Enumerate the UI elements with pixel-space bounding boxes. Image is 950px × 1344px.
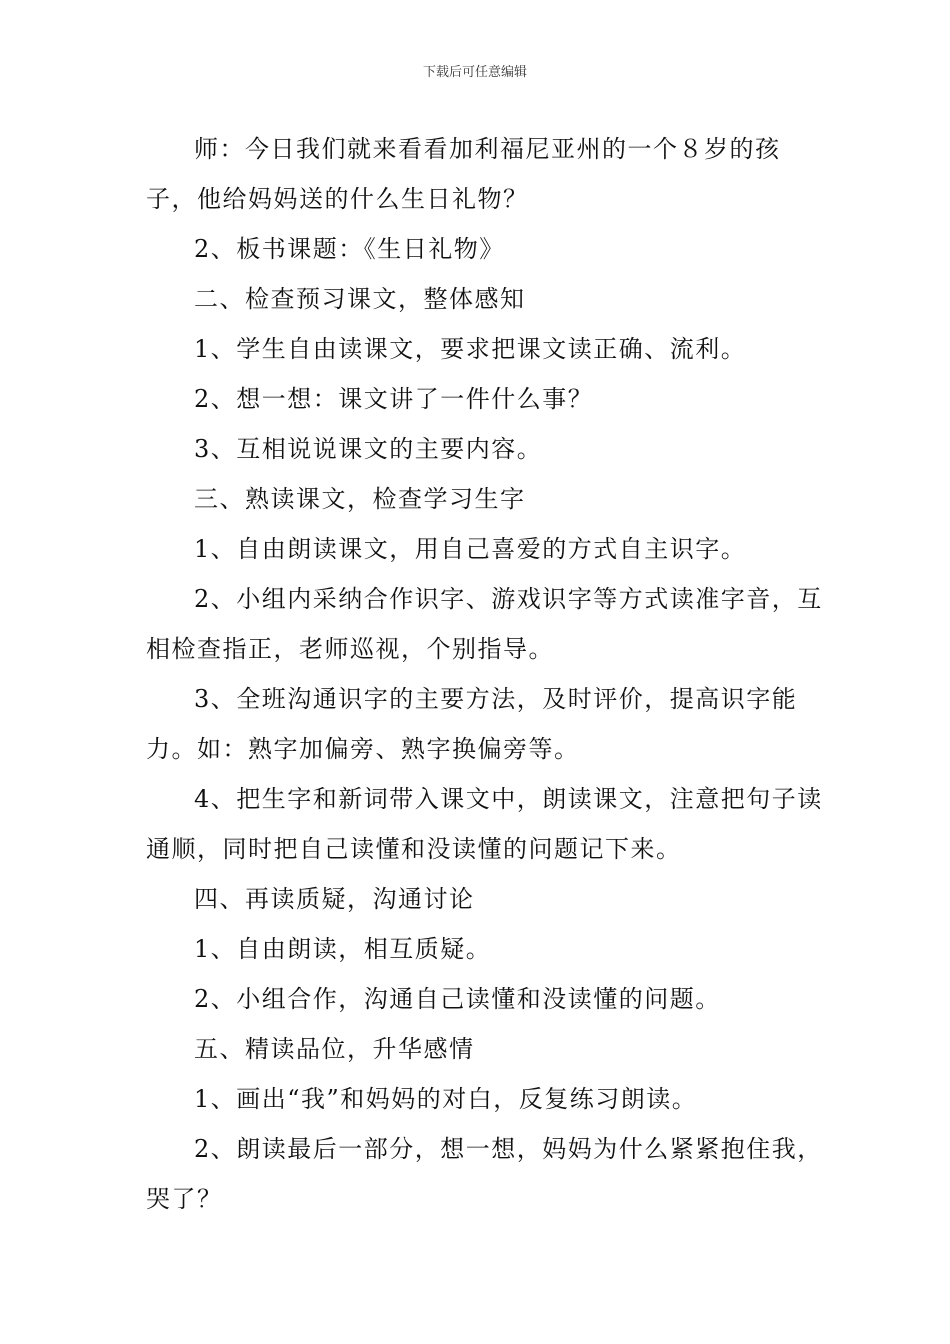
paragraph-item: 1、画出“我”和妈妈的对白，反复练习朗读。 (194, 1085, 698, 1113)
document-body (146, 124, 826, 1224)
section-heading-2: 二、检查预习课文，整体感知 (194, 285, 526, 313)
page-header-note: 下载后可任意编辑 (422, 65, 527, 80)
paragraph-item: 4、把生字和新词带入课文中，朗读课文，注意把句子读通顺，同时把自己读懂和没读懂的问题记下来。 (146, 785, 823, 863)
section-heading-5: 五、精读品位，升华感情 (194, 1035, 475, 1063)
paragraph-item: 1、自由朗读，相互质疑。 (194, 935, 492, 963)
paragraph-intro-question: 师：今日我们就来看看加利福尼亚州的一个８岁的孩子，他给妈妈送的什么生日礼物？ (146, 135, 781, 213)
paragraph-item: 3、互相说说课文的主要内容。 (194, 435, 543, 463)
paragraph-item: 2、小组内采纳合作识字、游戏识字等方式读准字音，互相检查指正，老师巡视，个别指导。 (146, 585, 823, 663)
paragraph-item: 3、全班沟通识字的主要方法，及时评价，提高识字能力。如：熟字加偏旁、熟字换偏旁等。 (146, 685, 798, 763)
paragraph-item: 2、朗读最后一部分，想一想，妈妈为什么紧紧抱住我，哭了？ (146, 1135, 823, 1213)
paragraph-lesson-title: 2、板书课题：《生日礼物》 (194, 235, 505, 263)
paragraph-item: 1、学生自由读课文，要求把课文读正确、流利。 (194, 335, 747, 363)
paragraph-item: 2、想一想：课文讲了一件什么事？ (194, 385, 594, 413)
section-heading-4: 四、再读质疑，沟通讨论 (194, 885, 475, 913)
paragraph-item: 1、自由朗读课文，用自己喜爱的方式自主识字。 (194, 535, 747, 563)
paragraph-item: 2、小组合作，沟通自己读懂和没读懂的问题。 (194, 985, 721, 1013)
section-heading-3: 三、熟读课文，检查学习生字 (194, 485, 526, 513)
